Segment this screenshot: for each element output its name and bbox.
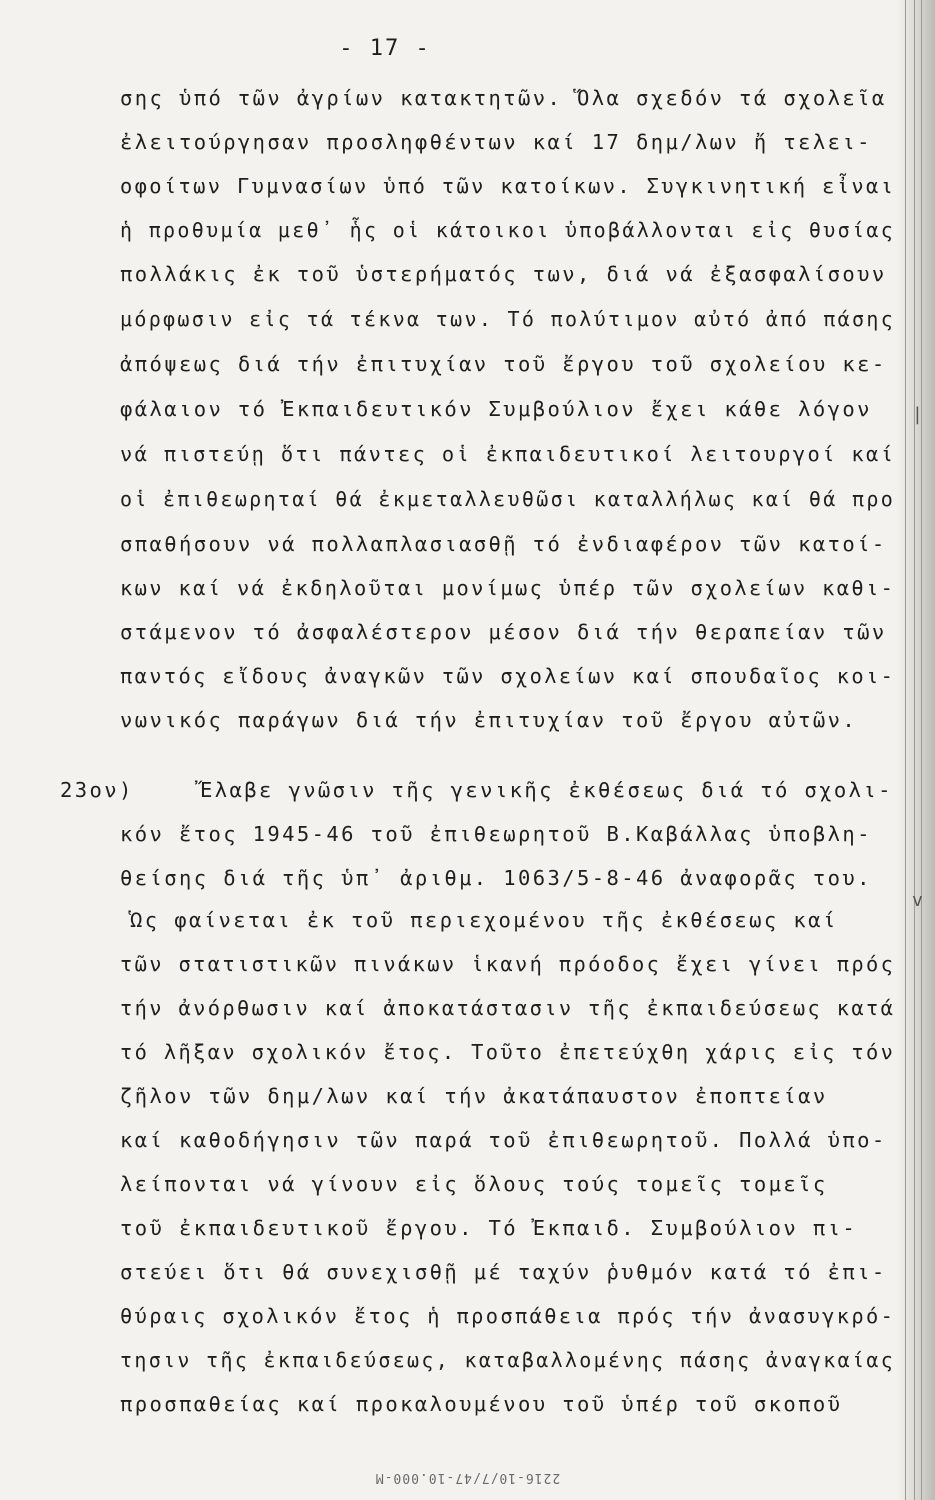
body-line: τῶν στατιστικῶν πινάκων ἱκανή πρόοδος ἔχει γίνει πρός xyxy=(120,952,896,976)
body-line: ἐλειτούργησαν προσληφθέντων καί 17 δημ/λων ἤ τελει- xyxy=(120,130,872,154)
margin-tick-mark: | xyxy=(912,404,923,425)
body-line: ἡ προθυμία μεθ᾽ ἧς οἱ κάτοικοι ὑποβάλλονται εἰς θυσίας xyxy=(120,218,896,242)
body-line: θείσης διά τῆς ὑπ᾽ ἀριθμ. 1063/5-8-46 ἀναφορᾶς του. xyxy=(120,866,872,890)
body-line: οἱ ἐπιθεωρηταί θά ἐκμεταλλευθῶσι καταλλήλως καί θά προ xyxy=(120,487,896,511)
page-number: - 17 - xyxy=(339,36,431,61)
body-line: τησιν τῆς ἐκπαιδεύσεως, καταβαλλομένης πάσης ἀναγκαίας xyxy=(120,1348,896,1372)
body-line: τοῦ ἐκπαιδευτικοῦ ἔργου. Τό Ἐκπαιδ. Συμβούλιον πι- xyxy=(120,1216,858,1240)
body-line: κων καί νά ἐκδηλοῦται μονίμως ὑπέρ τῶν σχολείων καθι- xyxy=(120,576,896,600)
body-line: θύραις σχολικόν ἔτος ἡ προσπάθεια πρός τήν ἀνασυγκρό- xyxy=(120,1304,896,1328)
body-line: ζῆλον τῶν δημ/λων καί τήν ἀκατάπαυστον ἐποπτείαν xyxy=(120,1084,828,1108)
body-line: πολλάκις ἐκ τοῦ ὑστερήματός των, διά νά ἐξασφαλίσουν xyxy=(120,262,887,286)
body-line: λείπονται νά γίνουν εἰς ὅλους τούς τομεῖς τομεῖς xyxy=(120,1172,828,1196)
body-line: κόν ἔτος 1945-46 τοῦ ἐπιθεωρητοῦ Β.Καβάλλας ὑποβλη- xyxy=(120,822,872,846)
footer-print-stamp: 2216-10/7/47-10.000-M xyxy=(374,1470,561,1485)
body-line: παντός εἴδους ἀναγκῶν τῶν σχολείων καί σπουδαῖος κοι- xyxy=(120,664,896,688)
body-line: τήν ἀνόρθωσιν καί ἀποκατάστασιν τῆς ἐκπαιδεύσεως κατά xyxy=(120,996,896,1020)
body-line: νά πιστεύῃ ὅτι πάντες οἱ ἐκπαιδευτικοί λειτουργοί καί xyxy=(120,442,896,466)
margin-tick-mark: v xyxy=(912,890,923,911)
body-line: σης ὑπό τῶν ἀγρίων κατακτητῶν. Ὅλα σχεδόν τά σχολεῖα xyxy=(120,86,887,110)
body-line: τό λῆξαν σχολικόν ἔτος. Τοῦτο ἐπετεύχθη χάρις εἰς τόν xyxy=(120,1040,896,1064)
paragraph-number: 23ον) xyxy=(60,778,134,802)
body-line: νωνικός παράγων διά τήν ἐπιτυχίαν τοῦ ἔργου αὐτῶν. xyxy=(120,708,858,732)
body-line: οφοίτων Γυμνασίων ὑπό τῶν κατοίκων. Συγκινητική εἶναι xyxy=(120,174,896,198)
body-line: προσπαθείας καί προκαλουμένου τοῦ ὑπέρ τοῦ σκοποῦ xyxy=(120,1392,843,1416)
body-line: καί καθοδήγησιν τῶν παρά τοῦ ἐπιθεωρητοῦ. Πολλά ὑπο- xyxy=(120,1128,887,1152)
body-line: ἀπόψεως διά τήν ἐπιτυχίαν τοῦ ἔργου τοῦ σχολείου κε- xyxy=(120,352,887,376)
body-line: στεύει ὅτι θά συνεχισθῇ μέ ταχύν ῥυθμόν κατά τό ἐπι- xyxy=(120,1260,887,1284)
body-line: σπαθήσουν νά πολλαπλασιασθῇ τό ἐνδιαφέρον τῶν κατοί- xyxy=(120,532,887,556)
body-line: Ὡς φαίνεται ἐκ τοῦ περιεχομένου τῆς ἐκθέσεως καί xyxy=(130,908,838,932)
body-line: στάμενον τό ἀσφαλέστερον μέσον διά τήν θεραπείαν τῶν xyxy=(120,620,887,644)
body-line: Ἔλαβε γνῶσιν τῆς γενικῆς ἐκθέσεως διά τό σχολι- xyxy=(200,778,893,802)
body-line: μόρφωσιν εἰς τά τέκνα των. Τό πολύτιμον αὐτό ἀπό πάσης xyxy=(120,307,896,331)
body-line: φάλαιον τό Ἐκπαιδευτικόν Συμβούλιον ἔχει κάθε λόγον xyxy=(120,397,872,421)
